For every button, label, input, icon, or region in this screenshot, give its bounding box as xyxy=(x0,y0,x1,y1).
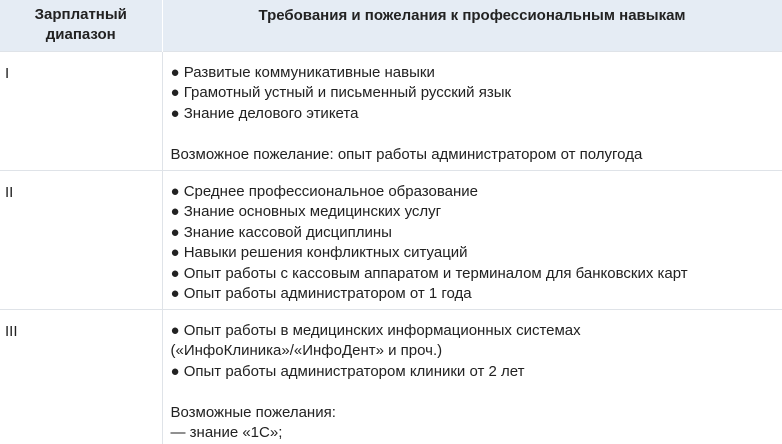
salary-range-cell: II xyxy=(0,170,162,309)
header-salary-range xyxy=(0,0,162,51)
requirement-wish-item: — знание «1С»; xyxy=(170,424,283,441)
table-row xyxy=(0,51,782,170)
requirements-cell xyxy=(162,51,782,170)
requirement-item: ● Грамотный устный и письменный русский язык xyxy=(170,84,512,101)
salary-range-cell: I xyxy=(0,51,162,170)
requirement-item: ● Опыт работы с кассовым аппаратом и терминалом для банковских карт xyxy=(170,264,688,282)
requirement-item: ● Знание делового этикета xyxy=(170,104,359,122)
table-header-row xyxy=(0,0,782,51)
requirement-item: ● Опыт работы администратором клиники от 2 лет xyxy=(170,362,525,380)
header-requirements: Требования и пожелания к профессиональным навыкам xyxy=(162,0,782,51)
requirement-wish: Возможное пожелание: опыт работы администратором от полугода xyxy=(170,145,643,163)
table-row xyxy=(0,170,782,309)
spacer xyxy=(171,124,774,145)
spacer xyxy=(171,382,774,403)
requirement-item: ● Развитые коммуникативные навыки xyxy=(170,63,435,81)
requirement-item: ● Знание основных медицинских услуг xyxy=(170,203,442,220)
requirement-item-continuation: («ИнфоКлиника»/«ИнфоДент» и проч.) xyxy=(170,342,443,359)
requirements-cell xyxy=(162,309,782,444)
requirement-item: ● Знание кассовой дисциплины xyxy=(170,223,392,241)
salary-range-cell: III xyxy=(0,309,162,444)
requirement-wish-heading: Возможные пожелания: xyxy=(170,403,336,421)
requirement-item: ● Среднее профессиональное образование xyxy=(170,182,478,200)
requirements-cell xyxy=(162,170,782,309)
table-row xyxy=(0,309,782,444)
requirement-item: ● Опыт работы администратором от 1 года xyxy=(170,285,472,302)
header-salary-range-line2: диапазон xyxy=(45,26,116,43)
header-salary-range-line1: Зарплатный xyxy=(34,6,127,23)
requirement-item: ● Навыки решения конфликтных ситуаций xyxy=(170,244,468,261)
requirement-item: ● Опыт работы в медицинских информационных системах xyxy=(170,321,581,339)
